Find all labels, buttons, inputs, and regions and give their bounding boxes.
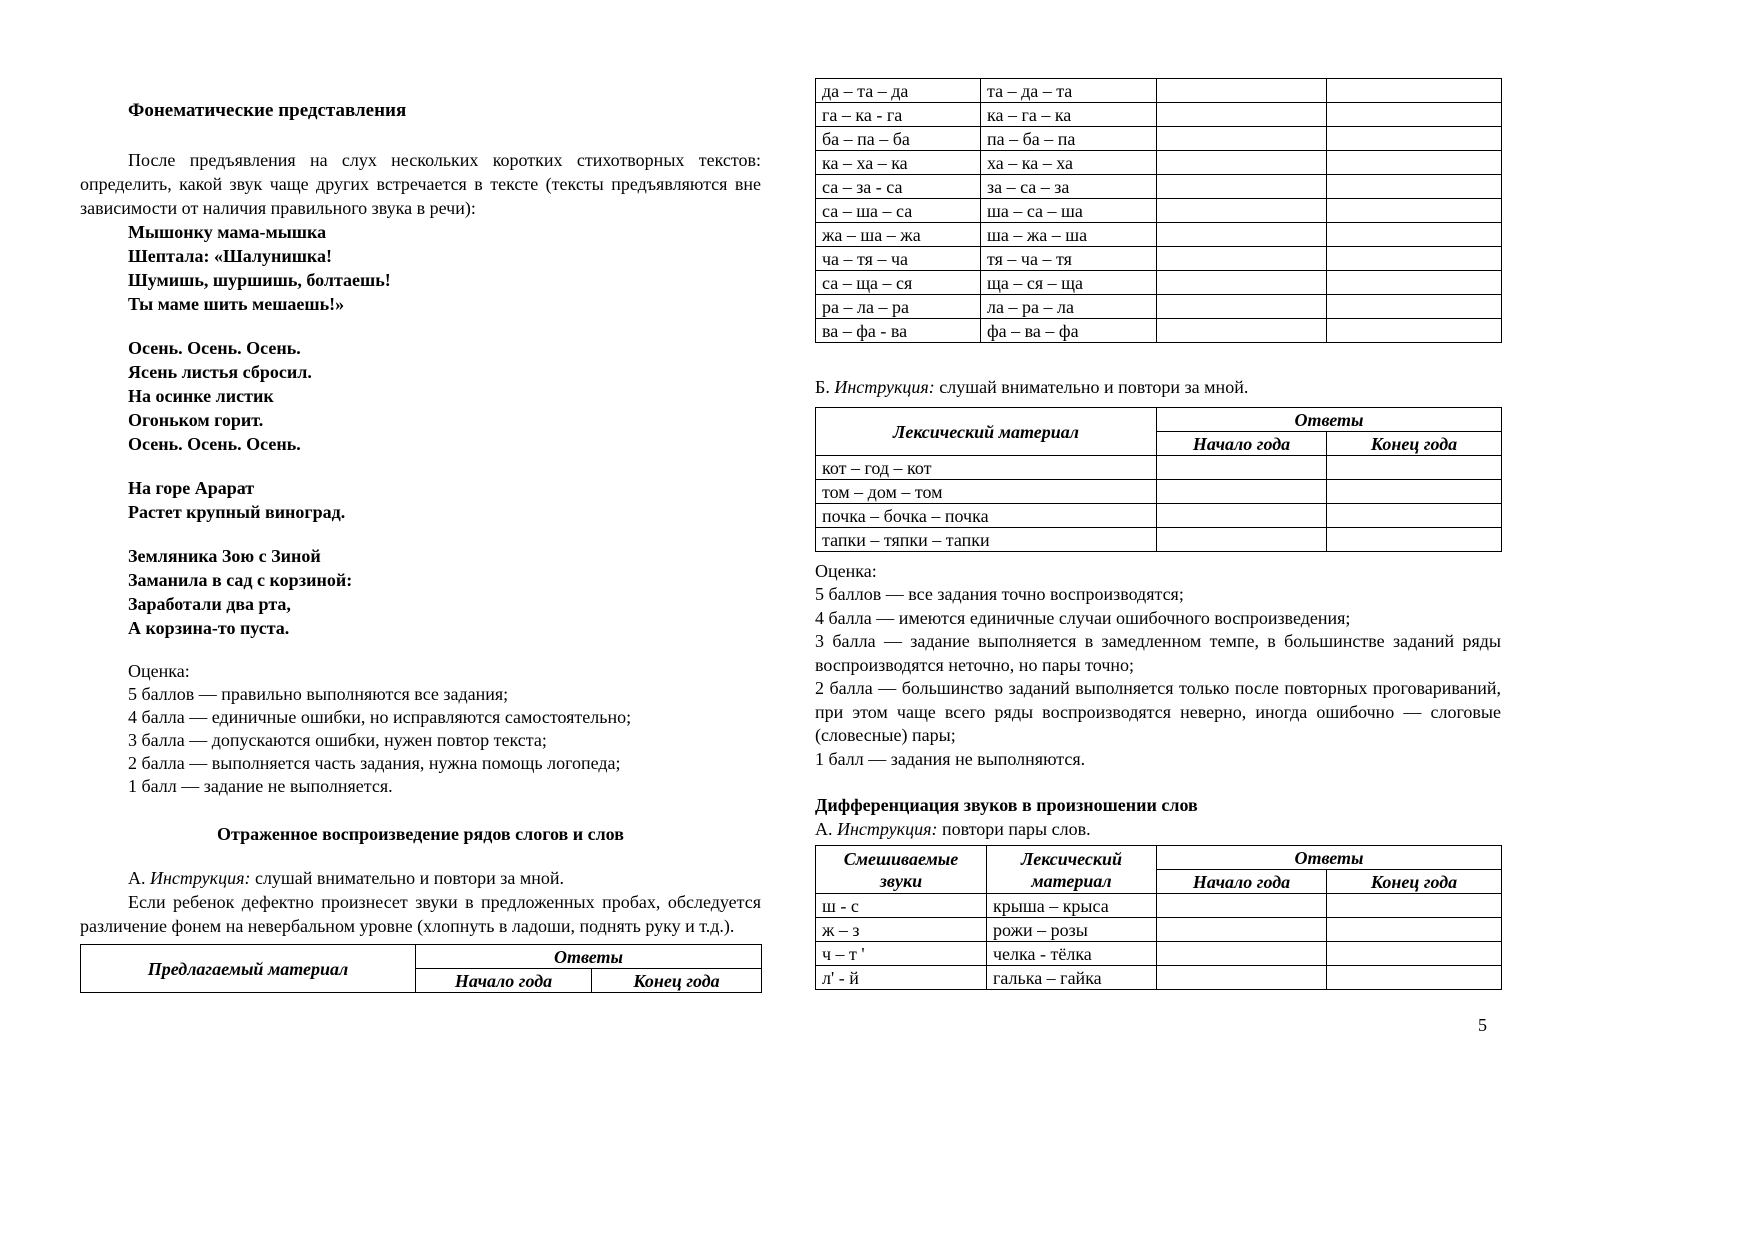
score-label: Оценка: (128, 661, 190, 681)
answer-cell-end (1327, 966, 1502, 990)
table-row (816, 79, 1502, 103)
answer-cell-start (1157, 271, 1327, 295)
table-cell: рожи – розы (987, 918, 1157, 942)
table-cell: за – са – за (981, 175, 1157, 199)
table-cell: ла – ра – ла (981, 295, 1157, 319)
table-cell: ча – тя – ча (816, 247, 981, 271)
table-cell: са – ша – са (816, 199, 981, 223)
table-row (816, 175, 1502, 199)
answer-cell-start (1157, 456, 1327, 480)
answer-cell-start (1157, 295, 1327, 319)
answer-cell-end (1327, 103, 1502, 127)
poem-block-4 (128, 544, 761, 640)
poem-line: Мышонку мама-мышка (128, 222, 327, 242)
table-cell: ба – па – ба (816, 127, 981, 151)
answer-cell-start (1157, 151, 1327, 175)
table-row (816, 223, 1502, 247)
table-cell: тя – ча – тя (981, 247, 1157, 271)
end-year-header-cell: Конец года (1327, 870, 1502, 894)
table-cell: та – да – та (981, 79, 1157, 103)
answer-cell-start (1157, 504, 1327, 528)
table-cell: почка – бочка – почка (816, 504, 1157, 528)
materials-table (80, 944, 762, 993)
table-cell: ра – ла – ра (816, 295, 981, 319)
instruction-label: Инструкция: (150, 868, 251, 888)
materials-header-cell: Предлагаемый материал (81, 945, 416, 993)
score-item: 1 балл — задания не выполняются. (815, 748, 1086, 769)
page-title: Фонематические представления (128, 100, 407, 121)
table-cell: ва – фа - ва (816, 319, 981, 343)
answer-cell-end (1327, 894, 1502, 918)
score-item: 3 балла — задание выполняется в замедленном темпе, в большинстве заданий ряды воспроизводятся неточно, но пары точно; (815, 631, 1501, 675)
answer-cell-start (1157, 480, 1327, 504)
poem-line: Осень. Осень. Осень. (128, 434, 301, 454)
table-cell: галька – гайка (987, 966, 1157, 990)
end-year-header-cell: Конец года (1327, 432, 1502, 456)
answers-header-cell: Ответы (1157, 846, 1502, 870)
table-cell: тапки – тяпки – тапки (816, 528, 1157, 552)
table-cell: ха – ка – ха (981, 151, 1157, 175)
poem-line: На горе Арарат (128, 478, 255, 498)
table-cell: том – дом – том (816, 480, 1157, 504)
section-heading-repetition: Отраженное воспроизведение рядов слогов и слов (217, 824, 624, 844)
poem-line: На осинке листик (128, 386, 274, 406)
table-row (816, 199, 1502, 223)
table-cell: л' - й (816, 966, 987, 990)
answer-cell-start (1157, 894, 1327, 918)
instruction-a (128, 866, 761, 890)
table-row (816, 480, 1502, 504)
poem-block-3 (128, 476, 761, 524)
poem-block-1 (128, 220, 761, 316)
table-cell: па – ба – па (981, 127, 1157, 151)
score-item: 3 балла — допускаются ошибки, нужен повтор текста; (128, 730, 547, 750)
table-row (816, 966, 1502, 990)
table-header-row (816, 408, 1502, 432)
lexical-header-cell: Лексический материал (816, 408, 1157, 456)
answers-header-cell: Ответы (1157, 408, 1502, 432)
table-row (816, 151, 1502, 175)
intro-paragraph: После предъявления на слух нескольких коротких стихотворных текстов: определить, какой звук чаще других встречается в тексте (тексты предъявляются вне зависимости от наличия правильного звука в речи): (80, 150, 761, 218)
poem-line: Ясень листья сбросил. (128, 362, 312, 382)
table-cell: ша – са – ша (981, 199, 1157, 223)
differentiation-table (815, 845, 1502, 990)
answer-cell-start (1157, 127, 1327, 151)
start-year-header-cell: Начало года (1157, 870, 1327, 894)
table-cell: да – та – да (816, 79, 981, 103)
page-number: 5 (1478, 1015, 1487, 1035)
score-item: 2 балла — большинство заданий выполняется только после повторных проговариваний, при этом чаще всего ряды воспроизводятся неверно, иногда ошибочно — слоговые (словесные) пары; (815, 678, 1501, 745)
answer-cell-end (1327, 79, 1502, 103)
poem-line: Земляника Зою с Зиной (128, 546, 321, 566)
answers-header-cell: Ответы (416, 945, 762, 969)
table-cell: са – ща – ся (816, 271, 981, 295)
left-column (80, 92, 761, 993)
syllable-rows-table (815, 78, 1502, 343)
table-cell: ка – ха – ка (816, 151, 981, 175)
answer-cell-end (1327, 247, 1502, 271)
lexical-header-cell: Лексический материал (987, 846, 1157, 894)
table-header-row (81, 945, 762, 969)
table-cell: ща – ся – ща (981, 271, 1157, 295)
answer-cell-start (1157, 79, 1327, 103)
answer-cell-start (1157, 319, 1327, 343)
poem-line: Заманила в сад с корзиной: (128, 570, 353, 590)
answer-cell-end (1327, 504, 1502, 528)
poem-line: Осень. Осень. Осень. (128, 338, 301, 358)
answer-cell-start (1157, 528, 1327, 552)
instruction-b (815, 375, 1501, 399)
score-item: 5 баллов — все задания точно воспроизводятся; (815, 584, 1184, 604)
poem-block-2 (128, 336, 761, 456)
score-list (128, 683, 761, 798)
table-cell: фа – ва – фа (981, 319, 1157, 343)
instruction-text: слушай внимательно и повтори за мной. (934, 377, 1249, 397)
score-item: 4 балла — единичные ошибки, но исправляются самостоятельно; (128, 707, 632, 727)
answer-cell-end (1327, 175, 1502, 199)
instruction-label: Инструкция: (837, 819, 938, 839)
table-cell: крыша – крыса (987, 894, 1157, 918)
start-year-header-cell: Начало года (1157, 432, 1327, 456)
table-header-row (816, 846, 1502, 870)
score-item: 1 балл — задание не выполняется. (128, 776, 393, 796)
instruction-label: Инструкция: (834, 377, 935, 397)
poem-line: А корзина-то пуста. (128, 618, 290, 638)
answer-cell-end (1327, 942, 1502, 966)
table-row (816, 918, 1502, 942)
table-row (816, 456, 1502, 480)
answer-cell-end (1327, 223, 1502, 247)
answer-cell-end (1327, 480, 1502, 504)
answer-cell-end (1327, 295, 1502, 319)
note-paragraph: Если ребенок дефектно произнесет звуки в предложенных пробах, обследуется различение фонем на невербальном уровне (хлопнуть в ладоши, поднять руку и т.д.). (80, 892, 761, 936)
poem-line: Огоньком горит. (128, 410, 264, 430)
table-cell: са – за - са (816, 175, 981, 199)
score-item: 2 балла — выполняется часть задания, нужна помощь логопеда; (128, 753, 621, 773)
score-label: Оценка: (815, 561, 877, 581)
table-row (816, 528, 1502, 552)
table-cell: челка - тёлка (987, 942, 1157, 966)
table-row (816, 942, 1502, 966)
table-row (816, 319, 1502, 343)
answer-cell-end (1327, 199, 1502, 223)
answer-cell-end (1327, 151, 1502, 175)
lexical-table (815, 407, 1502, 552)
poem-line: Ты маме шить мешаешь!» (128, 294, 345, 314)
table-row (816, 247, 1502, 271)
answer-cell-end (1327, 528, 1502, 552)
score-item: 5 баллов — правильно выполняются все задания; (128, 684, 509, 704)
poem-line: Шумишь, шуршишь, болтаешь! (128, 270, 391, 290)
answer-cell-end (1327, 271, 1502, 295)
table-row (816, 127, 1502, 151)
answer-cell-start (1157, 247, 1327, 271)
answer-cell-start (1157, 966, 1327, 990)
instruction-prefix: Б. (815, 377, 835, 397)
instruction-prefix: А. (128, 868, 150, 888)
answer-cell-start (1157, 223, 1327, 247)
table-cell: жа – ша – жа (816, 223, 981, 247)
table-row (816, 894, 1502, 918)
poem-line: Заработали два рта, (128, 594, 291, 614)
start-year-header-cell: Начало года (416, 969, 592, 993)
table-cell: кот – год – кот (816, 456, 1157, 480)
answer-cell-end (1327, 456, 1502, 480)
score-list (815, 583, 1501, 771)
right-column (815, 78, 1501, 990)
table-cell: га – ка - га (816, 103, 981, 127)
score-item: 4 балла — имеются единичные случаи ошибочного воспроизведения; (815, 607, 1351, 628)
table-cell: ш - с (816, 894, 987, 918)
answer-cell-end (1327, 127, 1502, 151)
table-row (816, 271, 1502, 295)
instruction-a2 (815, 817, 1501, 841)
answer-cell-start (1157, 199, 1327, 223)
table-row (816, 295, 1502, 319)
table-row (816, 504, 1502, 528)
instruction-prefix: А. (815, 819, 837, 839)
answer-cell-start (1157, 942, 1327, 966)
table-cell: ч – т ' (816, 942, 987, 966)
answer-cell-end (1327, 918, 1502, 942)
table-row (816, 103, 1502, 127)
mixed-sounds-header-cell: Смешиваемые звуки (816, 846, 987, 894)
answer-cell-end (1327, 319, 1502, 343)
table-cell: ша – жа – ша (981, 223, 1157, 247)
answer-cell-start (1157, 103, 1327, 127)
poem-line: Растет крупный виноград. (128, 502, 346, 522)
table-cell: ж – з (816, 918, 987, 942)
instruction-text: повтори пары слов. (937, 819, 1091, 839)
section-heading-differentiation: Дифференциация звуков в произношении слов (815, 795, 1198, 815)
instruction-text: слушай внимательно и повтори за мной. (250, 868, 564, 888)
end-year-header-cell: Конец года (592, 969, 762, 993)
answer-cell-start (1157, 175, 1327, 199)
poem-line: Шептала: «Шалунишка! (128, 246, 332, 266)
answer-cell-start (1157, 918, 1327, 942)
table-cell: ка – га – ка (981, 103, 1157, 127)
